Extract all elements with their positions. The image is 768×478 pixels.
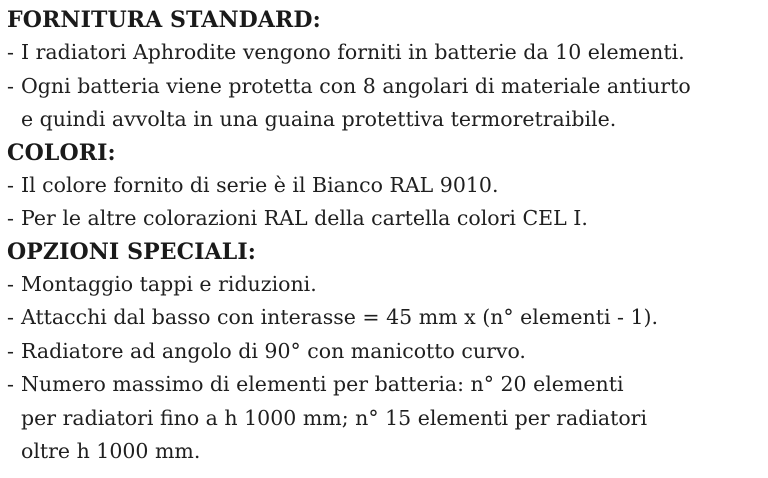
section-opzioni-speciali [7,236,765,469]
bullet-dash: - [7,305,14,329]
list-item: - Per le altre colorazioni RAL della cartella colori CEL I. [7,202,765,236]
bullet-dash: - [7,40,14,64]
section-heading: COLORI: [7,139,116,166]
list-item: - Il colore fornito di serie è il Bianco RAL 9010. [7,169,765,203]
list-item-continuation: per radiatori fino a h 1000 mm; n° 15 elementi per radiatori [21,405,648,430]
list-item: - Montaggio tappi e riduzioni. [7,268,765,302]
bullet-dash: - [7,172,14,197]
bullet-dash: - [7,338,14,363]
list-item: - Radiatore ad angolo di 90° con manicotto curvo. [7,335,765,369]
bullet-dash: - [7,271,14,296]
section-colori [7,137,765,236]
list-item-continuation: e quindi avvolta in una guaina protettiva termoretraibile. [21,107,617,131]
list-item: - Ogni batteria viene protetta con 8 angolari di materiale antiurto [7,70,765,104]
list-item-continuation: oltre h 1000 mm. [21,439,201,463]
section-fornitura-standard [7,4,765,137]
document [7,4,765,469]
list-item: - Numero massimo di elementi per batteria: n° 20 elementi [7,368,765,402]
bullet-dash: - [7,206,14,230]
section-heading: FORNITURA STANDARD: [7,7,321,33]
bullet-dash: - [7,73,14,98]
list-item: - I radiatori Aphrodite vengono forniti in batterie da 10 elementi. [7,36,765,70]
bullet-dash: - [7,372,14,396]
section-heading: OPZIONI SPECIALI: [7,238,256,265]
list-item: - Attacchi dal basso con interasse = 45 mm x (n° elementi - 1). [7,301,765,335]
